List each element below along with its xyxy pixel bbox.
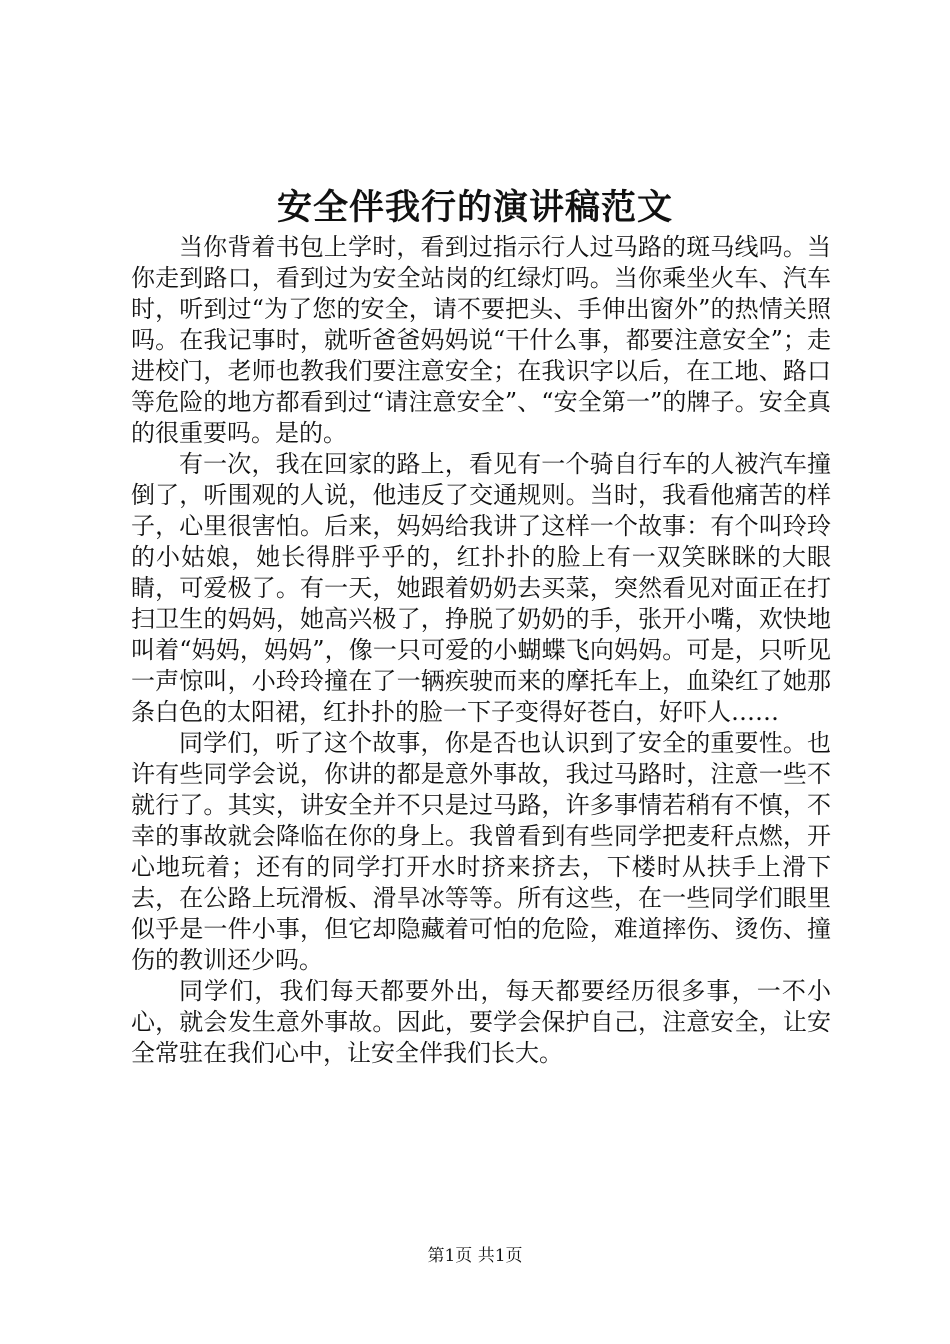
document-body: [131, 232, 831, 1069]
paragraph-1: 当你背着书包上学时，看到过指示行人过马路的斑马线吗。当你走到路口，看到过为安全站岗的红绿灯吗。当你乘坐火车、汽车时，听到过“为了您的安全，请不要把头、手伸出窗外”的热情关照吗。在我记事时，就听爸爸妈妈说“干什么事，都要注意安全”；走进校门，老师也教我们要注意安全；在我识字以后，在工地、路口等危险的地方都看到过“请注意安全”、“安全第一”的牌子。安全真的很重要吗。是的。: [131, 233, 831, 447]
paragraph-2: 有一次，我在回家的路上，看见有一个骑自行车的人被汽车撞倒了，听围观的人说，他违反了交通规则。当时，我看他痛苦的样子，心里很害怕。后来，妈妈给我讲了这样一个故事：有个叫玲玲的小姑娘，她长得胖乎乎的，红扑扑的脸上有一双笑眯眯的大眼睛，可爱极了。有一天，她跟着奶奶去买菜，突然看见对面正在打扫卫生的妈妈，她高兴极了，挣脱了奶奶的手，张开小嘴，欢快地叫着“妈妈，妈妈”，像一只可爱的小蝴蝶飞向妈妈。可是，只听见一声惊叫，小玲玲撞在了一辆疾驶而来的摩托车上，血染红了她那条白色的太阳裙，红扑扑的脸一下子变得好苍白，好吓人……: [131, 450, 831, 726]
paragraph-4: 同学们，我们每天都要外出，每天都要经历很多事，一不小心，就会发生意外事故。因此，要学会保护自己，注意安全，让安全常驻在我们心中，让安全伴我们长大。: [131, 977, 831, 1067]
document-title: 安全伴我行的演讲稿范文: [276, 187, 673, 228]
paragraph-3: 同学们，听了这个故事，你是否也认识到了安全的重要性。也许有些同学会说，你讲的都是意外事故，我过马路时，注意一些不就行了。其实，讲安全并不只是过马路，许多事情若稍有不慎，不幸的事故就会降临在你的身上。我曾看到有些同学把麦秆点燃，开心地玩着；还有的同学打开水时挤来挤去，下楼时从扶手上滑下去，在公路上玩滑板、滑旱冰等等。所有这些，在一些同学们眼里似乎是一件小事，但它却隐藏着可怕的危险，难道摔伤、烫伤、撞伤的教训还少吗。: [131, 729, 831, 974]
page-footer: 第1页 共1页: [427, 1246, 523, 1266]
